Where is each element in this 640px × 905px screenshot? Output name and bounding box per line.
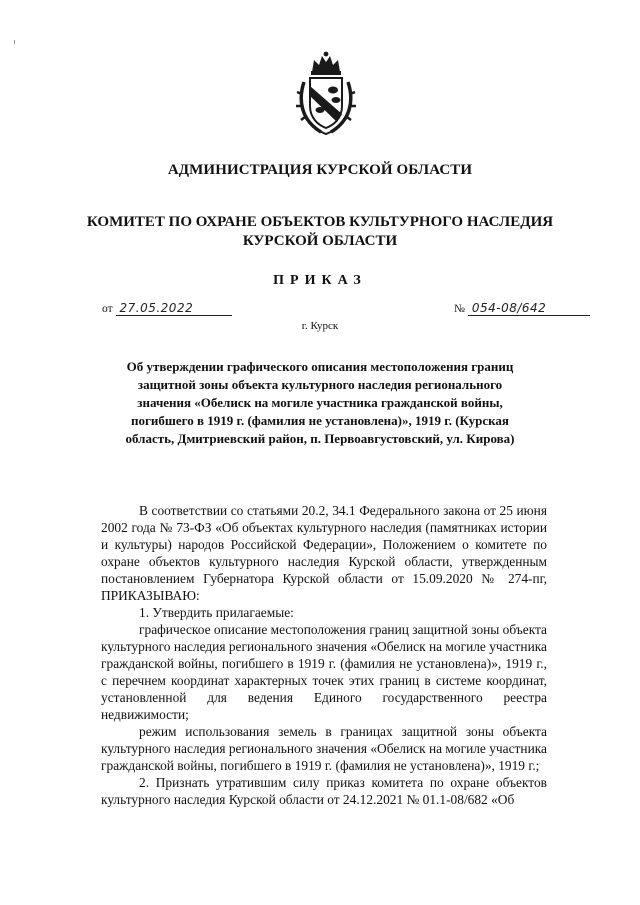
number-handwritten: 054-08/642: [468, 301, 590, 316]
order-body: [101, 502, 547, 808]
number-prefix: №: [454, 303, 465, 315]
date-handwritten: 27.05.2022: [116, 301, 232, 316]
order-number: [454, 301, 590, 316]
committee-title-line-1: КОМИТЕТ ПО ОХРАНЕ ОБЪЕКТОВ КУЛЬТУРНОГО НАСЛЕДИЯ: [86, 214, 554, 230]
city-label: г. Курск: [301, 320, 339, 332]
kursk-coat-of-arms-icon: [295, 50, 357, 136]
order-date: [102, 301, 232, 316]
committee-title-line-2: КУРСКОЙ ОБЛАСТИ: [242, 233, 398, 249]
administration-title: АДМИНИСТРАЦИЯ КУРСКОЙ ОБЛАСТИ: [167, 162, 473, 178]
date-prefix: от: [102, 303, 113, 315]
preamble-paragraph: В соответствии со статьями 20.2, 34.1 Федерального закона от 25 июня 2002 года № 73-ФЗ «Об объектах культурного наследия (памятниках истории и культуры) народов Российской Федерации», Положением о комитете по охране объектов культурного наследия Курской области, утвержденным постановлением Губернатора Курской области от 15.09.2020 № 274-пг, ПРИКАЗЫВАЮ:: [101, 503, 547, 603]
item-1-land-use-regime: режим использования земель в границах защитной зоны объекта культурного наследия регионального значения «Обелиск на могиле участника гражданской войны, погибшего в 1919 г. (фамилия не установлена)», 1919 г.;: [101, 724, 547, 773]
order-subject: Об утверждении графического описания местоположения границ защитной зоны объекта культурного наследия регионального значения «Обелиск на могиле участника гражданской войны, погибшего в 1919 г. (фамилия не установлена)», 1919 г. (Курская область, Дмитриевский район, п. Первоавгустовский, ул. Кирова): [125, 359, 515, 446]
document-type: ПРИКАЗ: [273, 273, 367, 288]
committee-title: [0, 213, 640, 251]
item-1-heading: 1. Утвердить прилагаемые:: [139, 605, 294, 620]
scan-mark: [14, 40, 15, 44]
item-2-paragraph: 2. Признать утратившим силу приказ комитета по охране объектов культурного наследия Курской области от 24.12.2021 № 01.1-08/682 «Об: [101, 775, 547, 807]
item-1-graphic-description: графическое описание местоположения границ защитной зоны объекта культурного наследия регионального значения «Обелиск на могиле участника гражданской войны, погибшего в 1919 г. (фамилия не установлена)», 1919 г., с перечнем координат характерных точек этих границ в системе координат, установленной для ведения Единого государственного реестра недвижимости;: [101, 622, 547, 722]
